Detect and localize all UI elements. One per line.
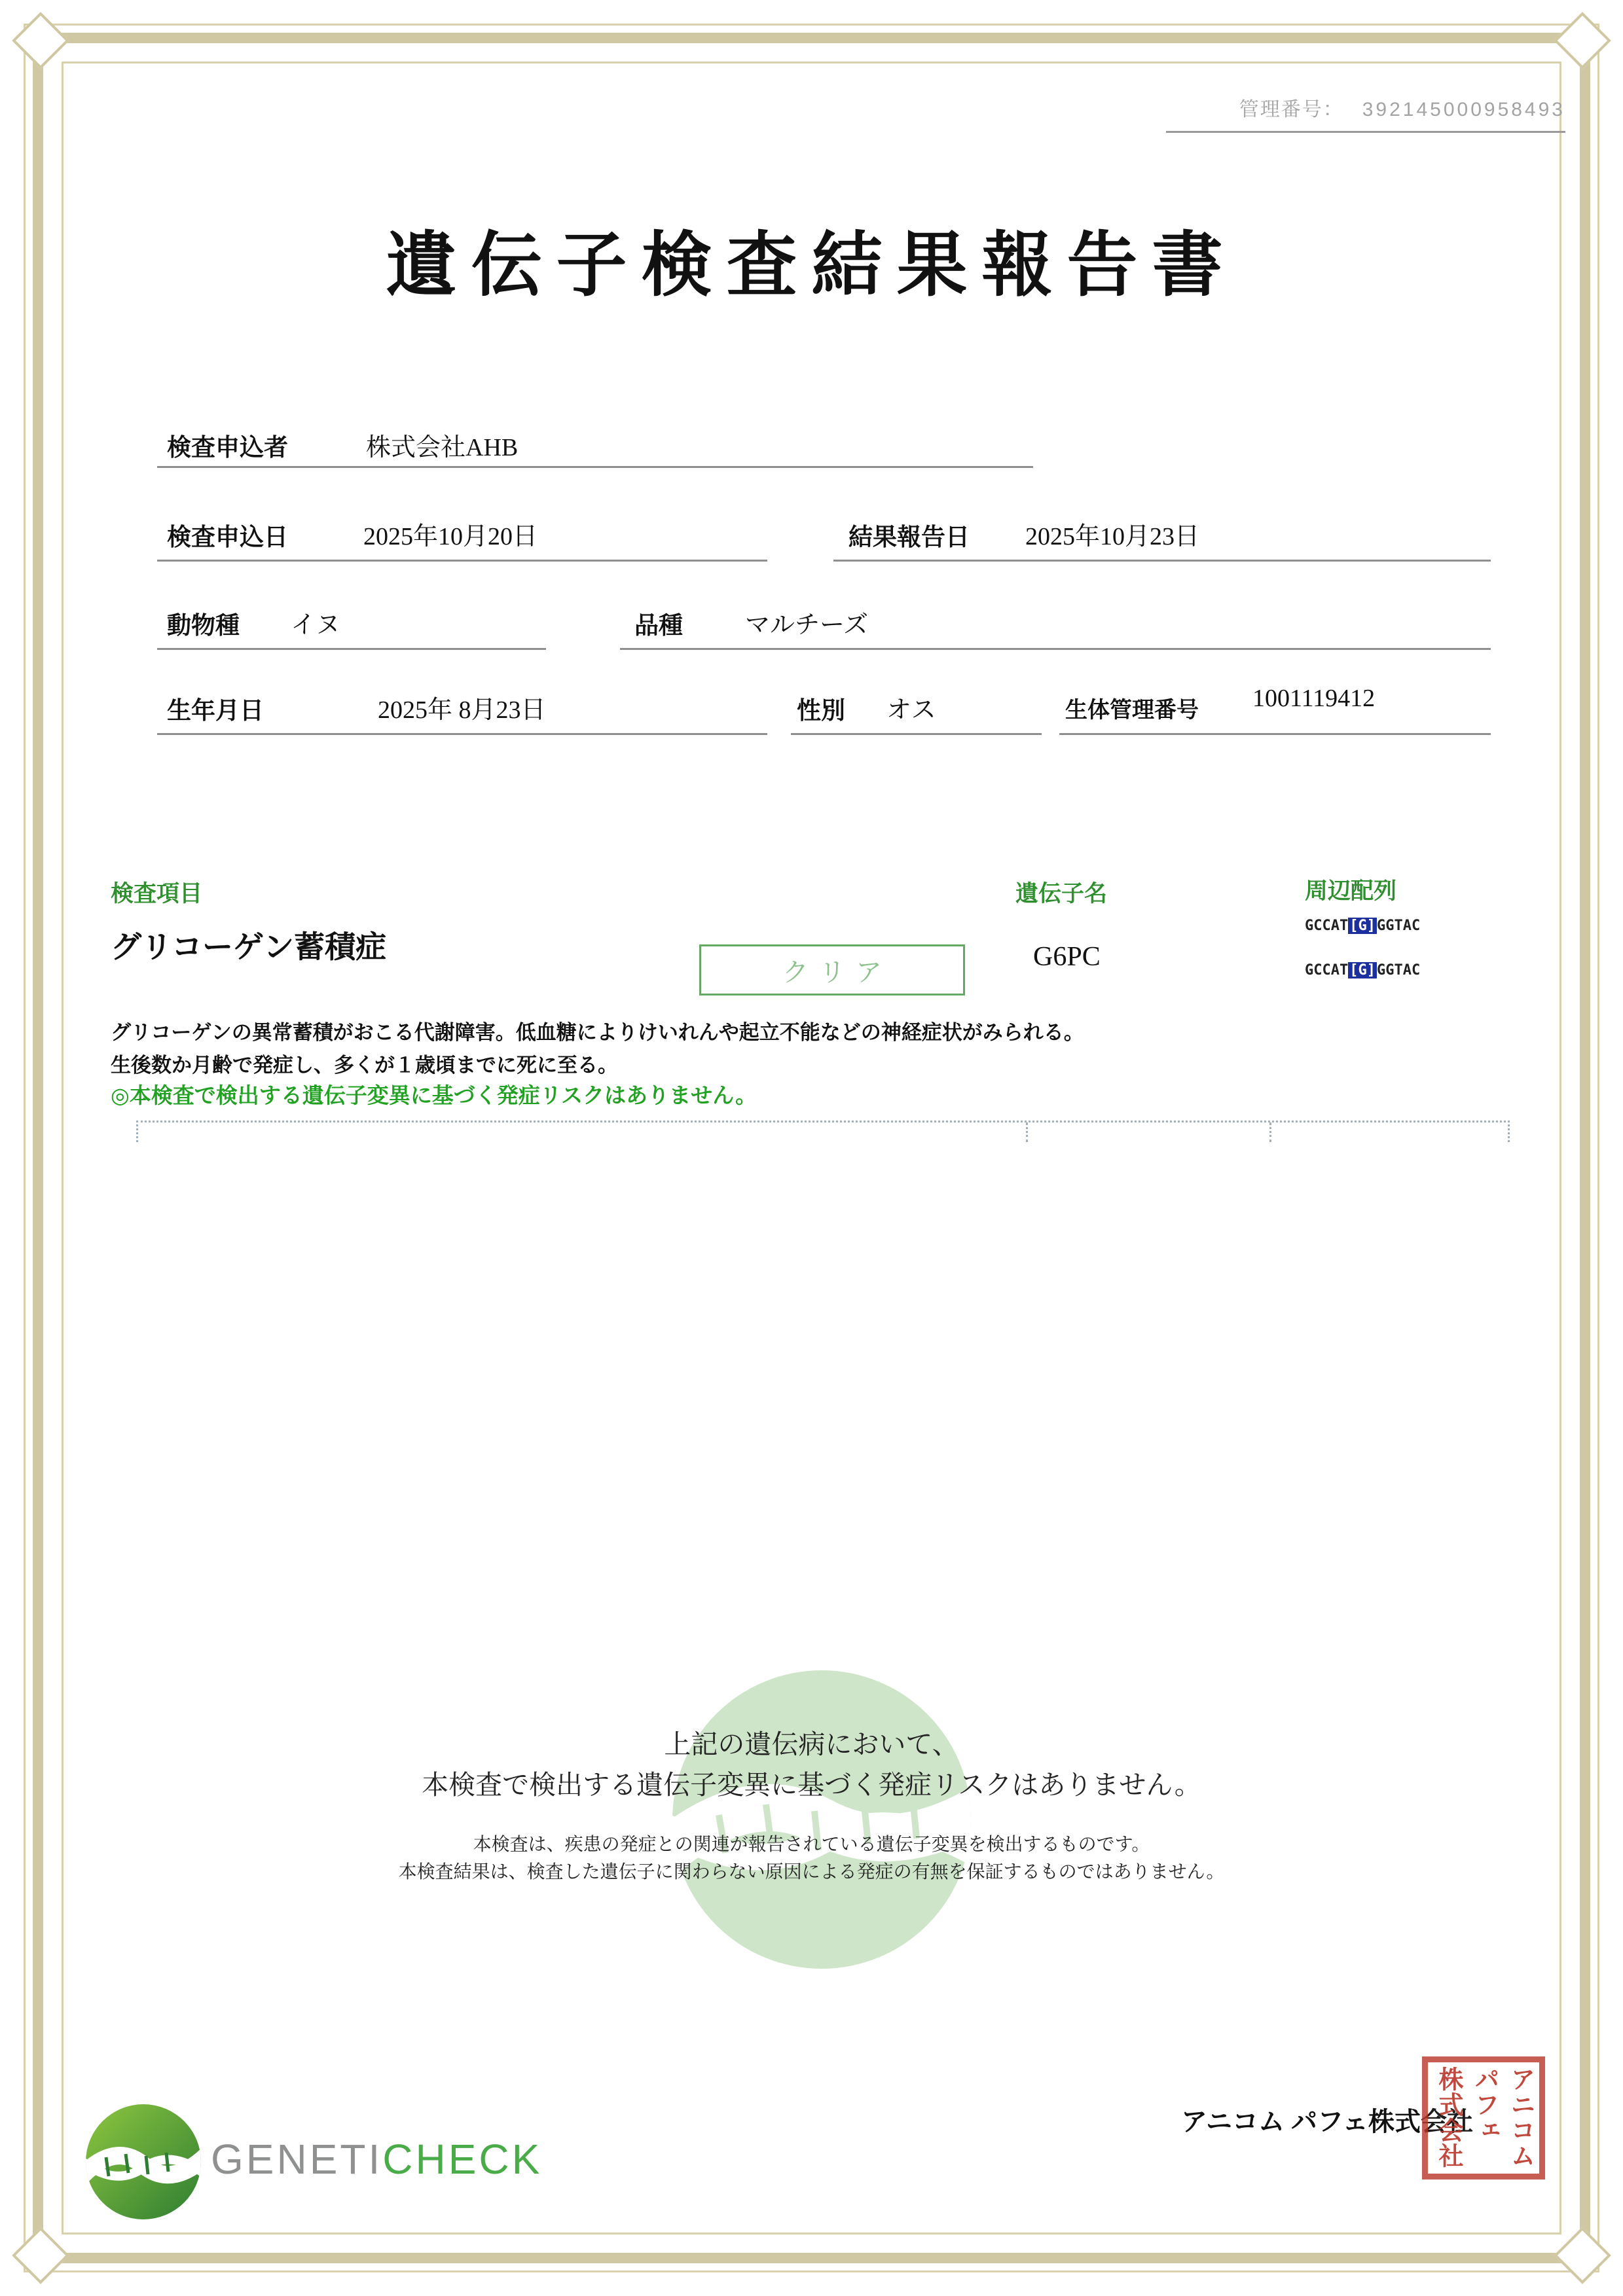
sequence-suffix: GGTAC — [1376, 962, 1421, 978]
test-item-header: 検査項目 — [111, 881, 203, 906]
underline — [157, 466, 1033, 468]
company-seal-stamp — [1422, 2056, 1545, 2179]
underline — [833, 560, 1491, 562]
summary-line-1: 上記の遺伝病において、 — [664, 1729, 959, 1759]
dna-watermark-logo — [668, 1666, 976, 1973]
sequence-variant: [G] — [1349, 962, 1376, 978]
frame-corner-ornament — [1554, 12, 1611, 69]
geneticheck-logo-text — [211, 2135, 542, 2183]
underline — [1059, 733, 1491, 735]
underline — [157, 560, 767, 562]
sequence-prefix: GCCAT — [1305, 962, 1349, 978]
summary-note-2: 本検査結果は、検査した遺伝子に関わらない原因による発症の有無を保証するものではありません。 — [398, 1861, 1225, 1882]
animal-id-value: 1001119412 — [1252, 685, 1376, 712]
sequence-suffix: GGTAC — [1376, 918, 1421, 934]
management-number-label: 管理番号： — [1239, 99, 1344, 120]
apply-date-value: 2025年10月20日 — [363, 523, 538, 550]
underline — [157, 648, 546, 650]
seal-column-2: パフェ — [1470, 2066, 1498, 2143]
sequence-prefix: GCCAT — [1305, 918, 1349, 934]
underline — [157, 733, 767, 735]
seal-column-3: 株式会社 — [1434, 2066, 1462, 2168]
dotted-divider — [1269, 1122, 1271, 1142]
disease-name: グリコーゲン蓄積症 — [111, 931, 387, 965]
breed-value: マルチーズ — [745, 611, 869, 639]
report-date-label: 結果報告日 — [848, 524, 970, 551]
status-badge-label: クリア — [782, 957, 892, 987]
summary-note-1: 本検査は、疾患の発症との関連が報告されている遺伝子変異を検出するものです。 — [473, 1834, 1150, 1854]
logo-text-check: CHECK — [382, 2136, 543, 2183]
applicant-row — [167, 427, 518, 463]
apply-date-label: 検査申込日 — [167, 524, 288, 551]
birth-date-label: 生年月日 — [167, 698, 264, 725]
frame-corner-ornament — [1554, 2227, 1611, 2284]
geneticheck-logo-icon — [84, 2102, 203, 2221]
sex-value: オス — [886, 696, 936, 724]
species-value: イヌ — [291, 611, 341, 639]
sequence-line-1 — [1305, 918, 1420, 934]
species-label: 動物種 — [167, 613, 240, 639]
applicant-value: 株式会社AHB — [366, 434, 519, 461]
sequence-header: 周辺配列 — [1305, 878, 1397, 904]
frame-corner-ornament — [12, 2227, 69, 2284]
logo-text-geneti: GENETI — [211, 2136, 383, 2183]
applicant-label: 検査申込者 — [167, 435, 288, 461]
disease-description-1: グリコーゲンの異常蓄積がおこる代謝障害。低血糖によりけいれんや起立不能などの神経症状がみられる。 — [111, 1021, 1084, 1044]
dotted-divider — [1026, 1122, 1028, 1142]
underline — [620, 648, 1491, 650]
animal-id-label: 生体管理番号 — [1065, 698, 1199, 723]
frame-corner-ornament — [12, 12, 69, 69]
seal-column-1: アニコム — [1506, 2066, 1534, 2168]
underline — [791, 733, 1042, 735]
birth-date-value: 2025年 8月23日 — [378, 696, 546, 724]
sequence-line-2 — [1305, 962, 1420, 978]
empty-next-row-dotted — [136, 1121, 1510, 1142]
gene-name-header: 遺伝子名 — [1015, 881, 1108, 906]
management-number-value: 392145000958493 — [1362, 99, 1565, 120]
risk-note: ◎本検査で検出する遺伝子変異に基づく発症リスクはありません。 — [111, 1085, 757, 1108]
sex-label: 性別 — [797, 698, 845, 725]
disease-description-2: 生後数か月齢で発症し、多くが１歳頃までに死に至る。 — [111, 1054, 618, 1077]
report-date-value: 2025年10月23日 — [1025, 523, 1200, 550]
sequence-variant: [G] — [1349, 918, 1376, 934]
gene-name-value: G6PC — [1033, 942, 1101, 972]
company-name: アニコム パフェ株式会社 — [1181, 2107, 1473, 2136]
breed-label: 品種 — [634, 613, 683, 639]
summary-line-2: 本検査で検出する遺伝子変異に基づく発症リスクはありません。 — [422, 1770, 1201, 1800]
management-number — [1166, 93, 1565, 133]
page-title: 遺伝子検査結果報告書 — [386, 227, 1237, 305]
status-badge — [699, 944, 965, 996]
